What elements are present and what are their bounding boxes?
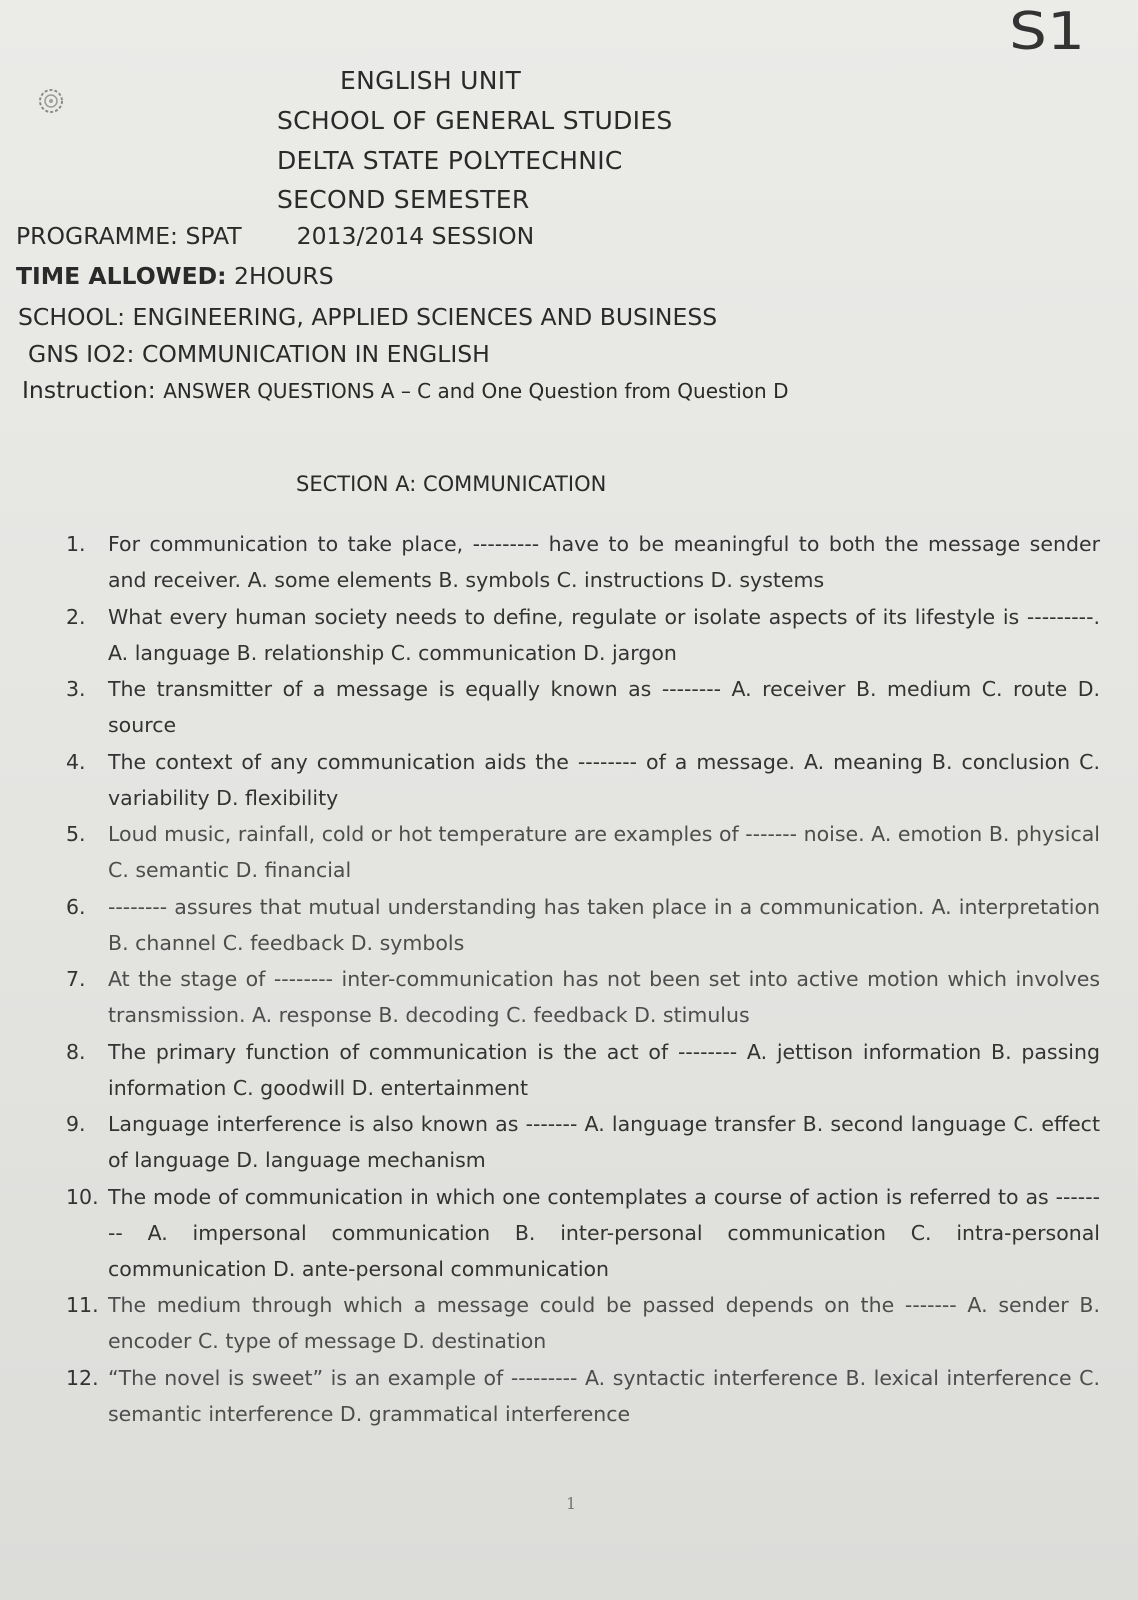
question-text: “The novel is sweet” is an example of --------- A. syntactic interference B. lexical interference C. semantic interference D. grammatical interference [108,1365,1100,1426]
question-number: 2. [66,604,86,629]
time-value: 2HOURS [234,262,334,290]
question-number: 7. [66,967,86,991]
question-item [66,1360,1100,1432]
question-list [66,526,1100,1432]
question-number: 6. [66,894,86,919]
question-text: The primary function of communication is the act of -------- A. jettison information B. passing information C. goodwill D. entertainment [108,1039,1100,1100]
school-label: SCHOOL: [18,303,126,331]
question-text: Loud music, rainfall, cold or hot temperature are examples of ------- noise. A. emotion B. physical C. semantic D. financial [108,822,1100,882]
question-text: The transmitter of a message is equally known as -------- A. receiver B. medium C. route D. source [108,677,1100,737]
question-item [66,1179,1100,1287]
question-text: The medium through which a message could be passed depends on the ------- A. sender B. encoder C. type of message D. destination [108,1293,1100,1353]
question-number: 11. [66,1293,99,1317]
header-school: SCHOOL OF GENERAL STUDIES [277,106,673,135]
question-item [66,599,1100,671]
instruction-text: ANSWER QUESTIONS A – C and One Question from Question D [163,379,789,403]
school-value: ENGINEERING, APPLIED SCIENCES AND BUSINESS [132,303,718,331]
question-item [66,671,1100,743]
institution-seal-icon [36,86,66,116]
header-institution: DELTA STATE POLYTECHNIC [277,146,623,175]
question-number: 8. [66,1039,86,1064]
time-label: TIME ALLOWED: [16,262,227,290]
question-text: What every human society needs to define, regulate or isolate aspects of its lifestyle is ---------. A. language B. relationship C. communication D. jargon [108,604,1100,665]
question-number: 9. [66,1112,86,1136]
school-line [18,303,717,331]
question-item [66,889,1100,961]
question-item [66,1034,1100,1106]
programme-line [16,222,534,250]
question-text: -------- assures that mutual understanding has taken place in a communication. A. interpretation B. channel C. feedback D. symbols [108,894,1100,955]
header-unit: ENGLISH UNIT [340,66,522,95]
question-text: The context of any communication aids the -------- of a message. A. meaning B. conclusion C. variability D. flexibility [108,749,1100,810]
course-value: COMMUNICATION IN ENGLISH [141,340,490,368]
question-number: 5. [66,822,86,846]
question-number: 10. [66,1184,99,1209]
question-text: Language interference is also known as ------- A. language transfer B. second language C. effect of language D. language mechanism [108,1112,1100,1172]
question-text: The mode of communication in which one contemplates a course of action is referred to as -------- A. impersonal communication B. inter-personal communication C. intra-personal communication D. ante-personal communication [108,1184,1100,1281]
question-item [66,961,1100,1033]
question-text: At the stage of -------- inter-communication has not been set into active motion which involves transmission. A. response B. decoding C. feedback D. stimulus [108,967,1100,1027]
question-number: 1. [66,532,86,556]
section-a-title: SECTION A: COMMUNICATION [296,472,607,496]
course-line [28,340,490,368]
programme-label: PROGRAMME: [16,222,178,250]
instruction-label: Instruction: [22,376,156,404]
question-item [66,744,1100,816]
session-text: 2013/2014 SESSION [296,222,535,250]
header-semester: SECOND SEMESTER [277,185,530,214]
instruction-line [22,376,788,404]
course-label: GNS IO2: [28,340,135,368]
question-text: For communication to take place, --------- have to be meaningful to both the message sender and receiver. A. some elements B. symbols C. instructions D. systems [108,532,1100,592]
question-item [66,816,1100,888]
question-item [66,1287,1100,1359]
question-number: 4. [66,749,86,774]
page-number: 1 [566,1494,577,1513]
programme-value: SPAT [185,222,242,250]
handwritten-corner-mark: S1 [1008,2,1085,62]
question-item [66,1106,1100,1178]
question-item [66,526,1100,598]
question-number: 3. [66,677,86,701]
question-number: 12. [66,1365,99,1390]
time-line [16,262,334,290]
